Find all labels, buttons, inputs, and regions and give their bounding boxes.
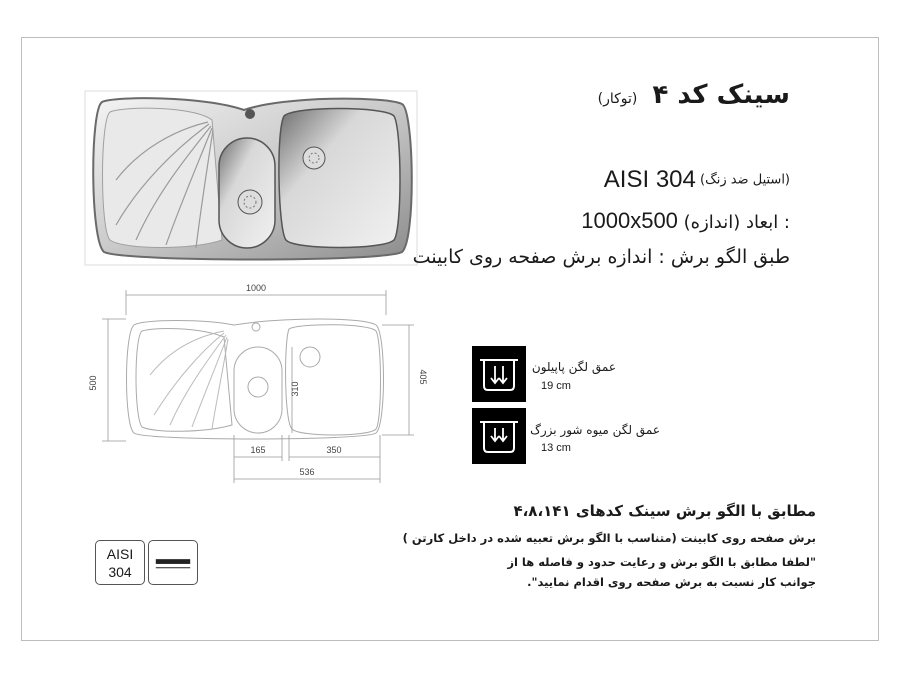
depth-value-large-bowl: 13 cm <box>541 442 571 454</box>
bowl-depth-icon <box>472 408 526 464</box>
product-title-text: سینک کد ۴ <box>652 80 790 110</box>
depth-value-small-bowl: 19 cm <box>541 380 571 392</box>
steel-code: AISI 304 <box>603 166 696 193</box>
dim-large-bowl-width: 350 <box>326 445 342 455</box>
product-subtitle: (توکار) <box>597 91 638 107</box>
note-line-2: "لطفا مطابق با الگو برش و رعایت حدود و فاصله ها از <box>507 555 816 569</box>
note-line-3: جوانب کار نسبت به برش صفحه روی اقدام نمایید". <box>527 575 816 589</box>
cut-size-text: طبق الگو برش : اندازه برش صفحه روی کابینت <box>412 246 790 268</box>
sheet-thickness-icon <box>148 540 198 585</box>
material-badge-bottom: 304 <box>108 564 132 580</box>
depth-label-large-bowl: عمق لگن میوه شور بزرگ <box>530 423 660 437</box>
dimensions-label: : ابعاد (اندازه) <box>683 212 790 233</box>
dim-small-bowl-width: 165 <box>250 445 266 455</box>
steel-label: (استیل ضد زنگ) <box>700 172 790 188</box>
bowl-depth-icon <box>472 346 526 402</box>
cut-template-title: مطابق با الگو برش سینک کدهای ۴،۸،۱۴۱ <box>513 502 816 520</box>
dimensions-row <box>581 208 790 234</box>
product-title <box>598 80 790 110</box>
dimensions-value: 1000x500 <box>581 208 678 233</box>
dim-large-bowl-height: 405 <box>418 369 428 385</box>
material-badge-top: AISI <box>106 546 134 562</box>
material-badge <box>95 540 145 585</box>
dim-width-total: 1000 <box>245 283 267 293</box>
technical-drawing <box>84 283 428 485</box>
sink-photo <box>84 90 418 266</box>
dim-height-total: 500 <box>88 375 98 391</box>
depth-label-small-bowl: عمق لگن پاپیلون <box>531 360 616 374</box>
steel-row <box>582 166 790 194</box>
note-line-1: برش صفحه روی کابینت (متناسب با الگو برش تعبیه شده در داخل کارتن ) <box>402 531 816 545</box>
dim-small-bowl-height: 310 <box>290 381 300 397</box>
dim-bowls-total-width: 536 <box>299 467 315 477</box>
